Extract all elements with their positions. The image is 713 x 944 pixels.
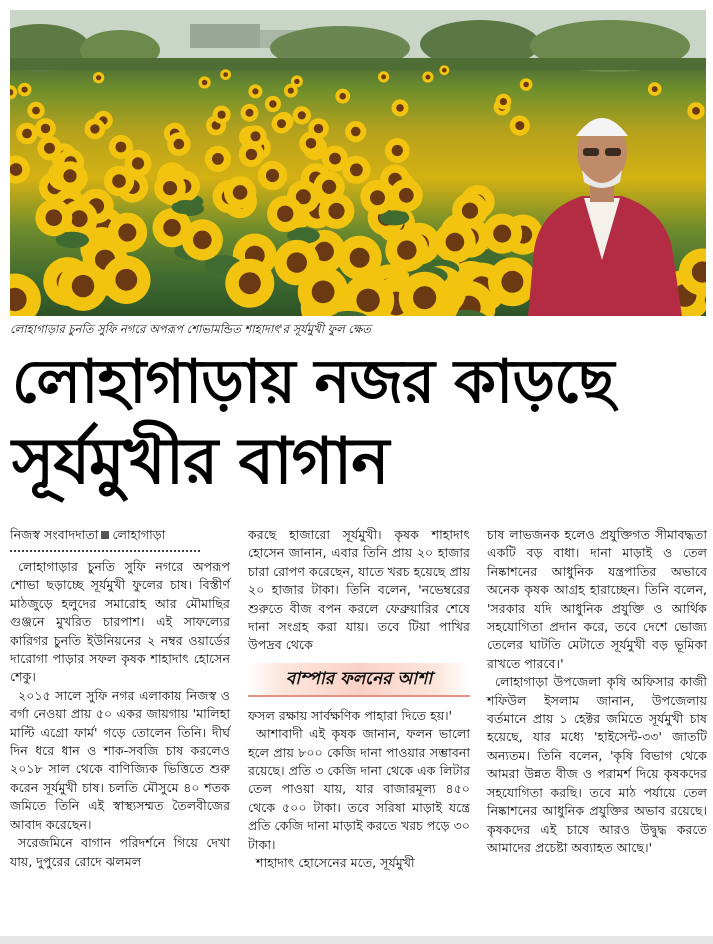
sunflower-head [488, 257, 537, 306]
sunflower-head [58, 261, 108, 311]
sunflower-head [107, 213, 147, 253]
article-column-3 [487, 526, 707, 857]
sunflower-head [85, 119, 106, 140]
sunflower-head [439, 65, 449, 75]
sunflower-head [378, 71, 389, 82]
sunflower-head [199, 76, 211, 88]
sunflower-head [225, 259, 274, 308]
background-trees [10, 10, 706, 72]
article-paragraph: ২০১৫ সালে সুফি নগর এলাকায় নিজস্ব ও বর্গা নেওয়া প্রায় ৫০ একর জায়গায় 'মালিহা মাল্টি এগ্রো ফার্ম' গড়ে তোলেন তিনি। দীর্ঘ দিন ধরে ধান ও শাক-সবজি চাষ করলেও ২০১৮ সাল থেকে বাণিজ্যিক ভিত্তিতে শুরু করেন সূর্যমুখী চাষ। চলতি মৌসুমে ৪০ শতক জমিতে তিনি এই স্বাস্থ্যসম্মত তৈলবীজের আবাদ করেছেন। [10, 687, 230, 832]
page-bottom-rule [0, 936, 713, 944]
sunflower-head [241, 104, 259, 122]
sunflower-head [248, 84, 262, 98]
sunflower-head [93, 72, 104, 83]
sunflower-head [345, 121, 366, 142]
sunflower-head [687, 102, 704, 119]
sunflower-field-illustration [10, 10, 706, 316]
sunflower-head [55, 161, 84, 190]
article-column-2 [248, 526, 470, 873]
sunflower-head [482, 214, 522, 254]
sunflower-head [224, 176, 256, 208]
headline-line-1: লোহাগাড়ায় নজর কাড়ছে [12, 347, 614, 417]
article-paragraph: আশাবাদী এই কৃষক জানান, ফলন ভালো হলে প্রায় ৮০০ কেজি দানা পাওয়ার সম্ভাবনা রয়েছে। প্রতি ৩ কেজি দানা থেকে এক লিটার তেল পাওয়া যায়, যার বাজারমূল্য ৪৫০ থেকে ৫০০ টাকা। তবে সরিষা মাড়াই যন্ত্রে প্রতি কেজি দানা মাড়াই করতে খরচ পড়ে ৩০ টাকা। [248, 726, 470, 852]
sunflower-head [16, 123, 38, 145]
square-bullet-icon [101, 531, 109, 539]
sunflower-head [205, 146, 231, 172]
farmer-figure [528, 118, 682, 316]
sunflower-head [337, 236, 381, 280]
sunflower-head [10, 85, 17, 99]
dotted-divider [10, 546, 200, 552]
article-paragraph: চাষ লাভজনক হলেও প্রযুক্তিগত সীমাবদ্ধতা একটি বড় বাধা। দানা মাড়াই ও তেল নিষ্কাশনের আধুনিক যন্ত্রপাতির অভাবে অনেক কৃষক আগ্রহ হারাচ্ছেন। তিনি বলেন, 'সরকার যদি আধুনিক প্রযুক্তি ও আর্থিক সহযোগিতা প্রদান করে, তবে দেশে ভোজ্য তেলের ঘাটতি মেটাতে সূর্যমুখী বড় ভূমিকা রাখতে পারবে।' [487, 527, 707, 671]
sunflower-head [496, 94, 512, 110]
sunflower-head [299, 132, 322, 155]
article-paragraph: ফসল রক্ষায় সার্বক্ষণিক পাহারা দিতে হয়।' [248, 707, 453, 723]
article-paragraph: সরেজমিনে বাগান পরিদর্শনে গিয়ে দেখা যায়, দুপুরের রোদে ঝলমল [10, 835, 230, 869]
sunflower-head [520, 78, 533, 91]
byline-location: লোহাগাড়া [112, 527, 166, 542]
sunflower-head [390, 179, 423, 212]
sunflower-head [102, 256, 150, 304]
photo-caption: লোহাগাড়ার চুনতি সুফি নগরে অপরূপ শোভামন্ডিত শাহাদাৎ'র সূর্যমুখী ফুল ক্ষেত [10, 322, 371, 336]
subheading-banner: বাম্পার ফলনের আশা [248, 663, 470, 697]
sunflower-head [213, 106, 231, 124]
sunflower-head [18, 83, 32, 97]
sunflower-head [313, 171, 344, 202]
sunflower-head [265, 96, 281, 112]
sunflower-head [422, 72, 433, 83]
sunflower-head [452, 193, 488, 229]
sunflower-head [258, 161, 287, 190]
sunflower-head [335, 89, 350, 104]
article-paragraph: লোহাগাড়ার চুনতি সুফি নগরে অপরূপ শোভা ছড়াচ্ছে সূর্যমুখী ফুলের চাষ। বিস্তীর্ণ মাঠজুড়ে হলুদের সমারোহ আর মৌমাছির গুঞ্জনে মুখরিত চারপাশ। এই সাফল্যের কারিগর চুনতি ইউনিয়নের ২ নম্বর ওয়ার্ডের দারোগা পাড়ার সফল কৃষক শাহাদাৎ হোসেন শেকু। [10, 559, 230, 685]
sunflower-head [37, 136, 61, 160]
sunflower-head [510, 116, 530, 136]
sunflower-head [220, 69, 231, 80]
sunflower-head [109, 135, 133, 159]
sunflower-head [239, 142, 264, 167]
sunflower-head [182, 219, 242, 274]
sunflower-head [104, 166, 134, 196]
article-paragraph: করছে হাজারো সূর্যমুখী। কৃষক শাহাদাৎ হোসেন জানান, এবার তিনি প্রায় ২০ হাজার চারা রোপণ করেছেন, যাতে খরচ হয়েছে প্রায় ২০ হাজার টাকা। তিনি বলেন, 'নভেম্বরের শুরুতে বীজ বপন করলে ফেব্রুয়ারির শেষে দানা সংগ্রহ করা যায়। তবে টিয়া পাখির উপদ্রব থেকে [248, 527, 470, 653]
sunflower-head [322, 146, 348, 172]
byline [10, 526, 230, 544]
sunflower-head [272, 114, 292, 134]
headline-line-2: সূর্যমুখীর বাগান [12, 425, 389, 499]
sunflower-head [10, 155, 30, 183]
article-paragraph: শাহাদাৎ হোসেনের মতে, সূর্যমুখী [256, 855, 415, 871]
sunflower-head [648, 82, 662, 96]
sunflower-head [35, 118, 56, 139]
sunflower-head [392, 99, 409, 116]
sunflower-head [385, 138, 410, 163]
sunflower-head [27, 102, 44, 119]
sunflower-field-photo [10, 10, 706, 316]
article-paragraph: লোহাগাড়া উপজেলা কৃষি অফিসার কাজী শফিউল ইসলাম জানান, উপজেলায় বর্তমানে প্রায় ১ হেক্টর জমিতে সূর্যমুখী চাষ হয়েছে, যার মধ্যে 'হাইসেন্ট-৩৩' জাতটি অন্যতম। তিনি বলেন, 'কৃষি বিভাগ থেকে আমরা উন্নত বীজ ও পরামর্শ দিয়ে কৃষকদের সহযোগিতা করছি। তবে মাঠ পর্যায়ে তেল নিষ্কাশনের আধুনিক প্রযুক্তির অভাব রয়েছে। কৃষকদের এই চাষে আরও উদ্বুদ্ধ করতে আমাদের প্রচেষ্টা অব্যাহত আছে।' [487, 674, 707, 855]
sunflower-head [284, 84, 298, 98]
article-column-1 [10, 526, 230, 871]
sunflower-head [293, 106, 311, 124]
byline-reporter: নিজস্ব সংবাদদাতা [10, 527, 99, 542]
sunflower-head [10, 274, 41, 317]
sunflower-head [167, 132, 191, 156]
